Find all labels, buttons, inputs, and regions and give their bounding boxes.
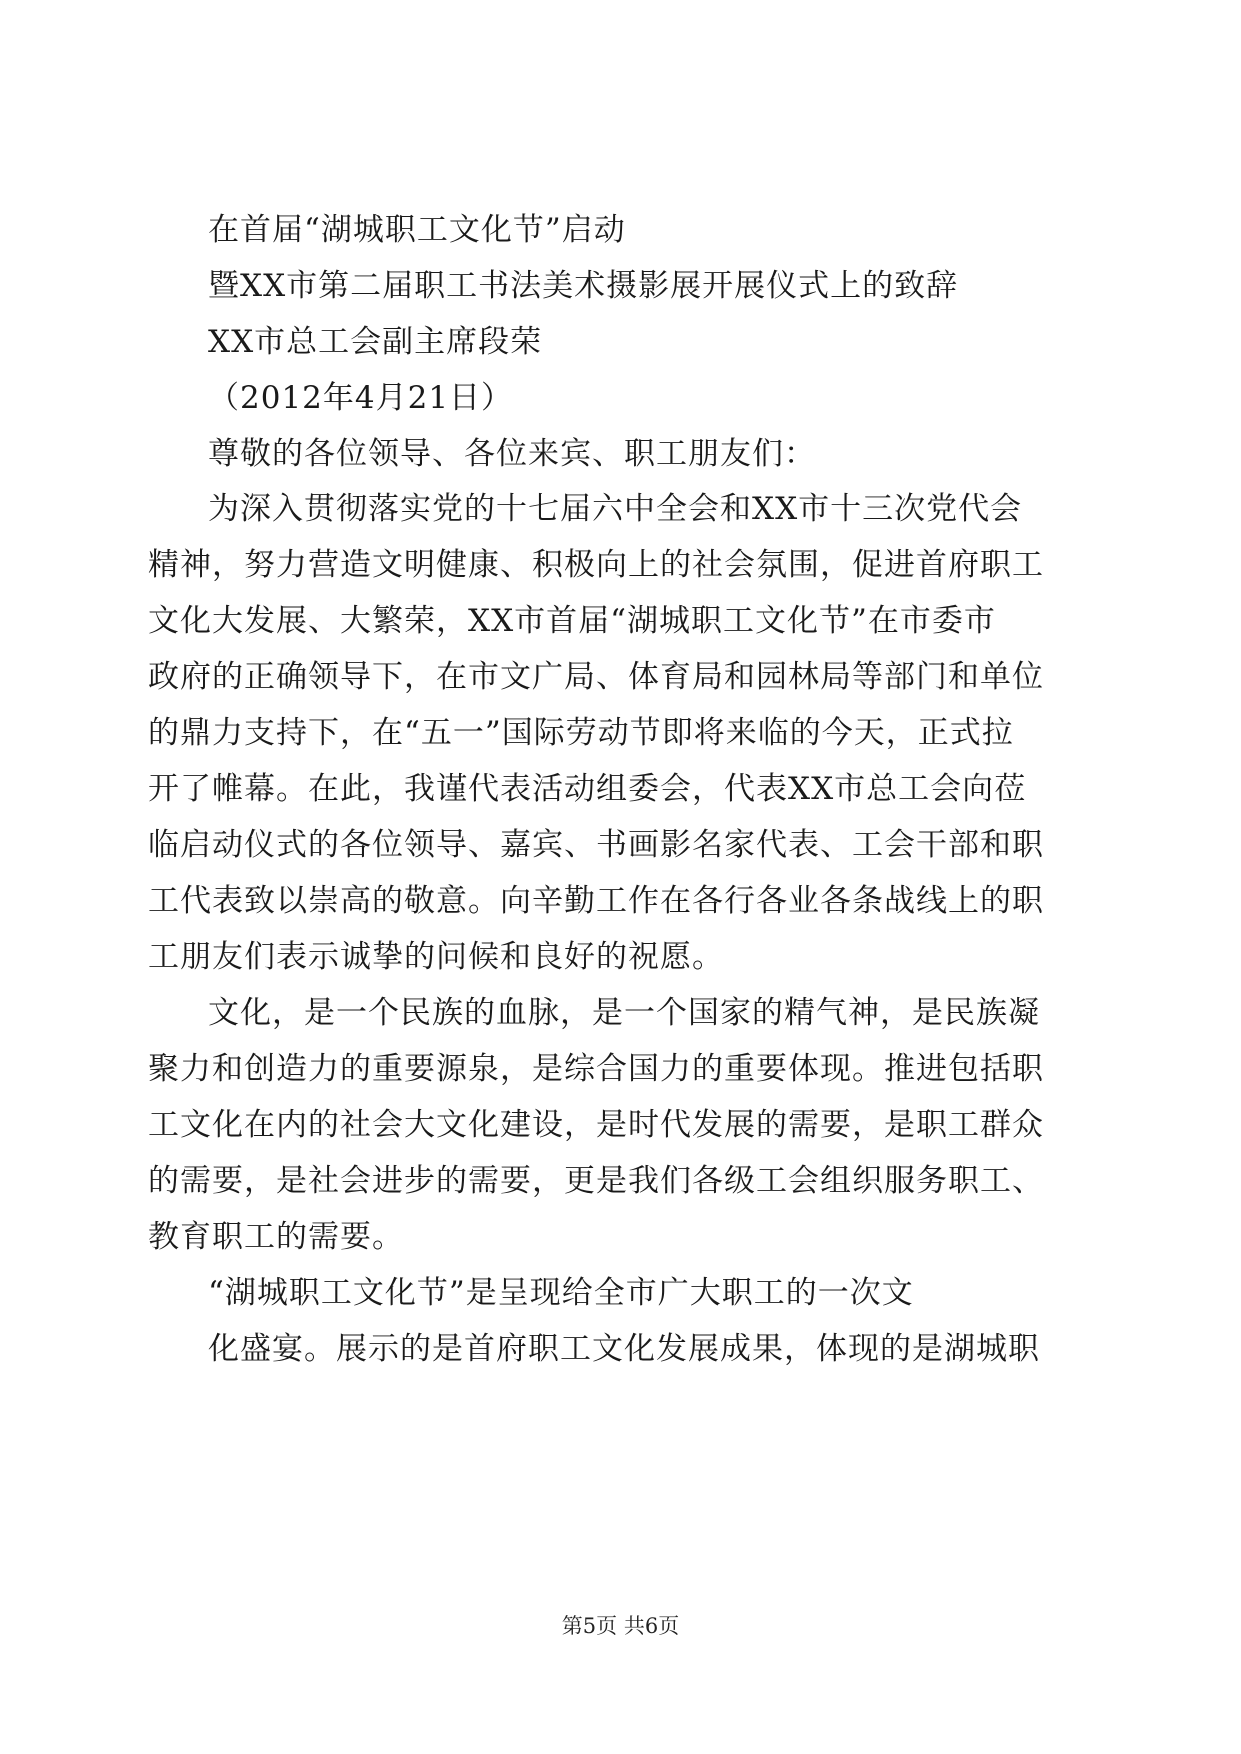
title-line-2: 暨XX市第二届职工书法美术摄影展开展仪式上的致辞 [208, 268, 959, 304]
page-number-footer: 第5页 共6页 [561, 1614, 680, 1638]
paragraph-1-line-9: 工朋友们表示诚挚的问候和良好的祝愿。 [148, 939, 724, 975]
paragraph-1-line-6: 开了帷幕。在此，我谨代表活动组委会，代表XX市总工会向莅 [148, 771, 1027, 807]
speaker-line: XX市总工会副主席段荣 [208, 324, 543, 360]
paragraph-1-line-2: 精神，努力营造文明健康、积极向上的社会氛围，促进首府职工 [148, 547, 1044, 583]
date-line: （2012年4月21日） [208, 380, 514, 416]
paragraph-2-line-4: 的需要，是社会进步的需要，更是我们各级工会组织服务职工、 [148, 1163, 1044, 1199]
paragraph-1-line-3: 文化大发展、大繁荣，XX市首届“湖城职工文化节”在市委市 [148, 603, 996, 639]
paragraph-2-line-1: 文化，是一个民族的血脉，是一个国家的精气神，是民族凝 [208, 995, 1040, 1031]
paragraph-1-line-1: 为深入贯彻落实党的十七届六中全会和XX市十三次党代会 [208, 491, 1023, 527]
paragraph-2-line-5: 教育职工的需要。 [148, 1219, 404, 1255]
paragraph-3-line-1: “湖城职工文化节”是呈现给全市广大职工的一次文 [208, 1275, 914, 1311]
paragraph-1-line-5: 的鼎力支持下，在“五一”国际劳动节即将来临的今天，正式拉 [148, 715, 1014, 751]
paragraph-3-line-2: 化盛宴。展示的是首府职工文化发展成果，体现的是湖城职 [208, 1331, 1040, 1367]
title-line-1: 在首届“湖城职工文化节”启动 [208, 212, 626, 248]
salutation-line: 尊敬的各位领导、各位来宾、职工朋友们： [208, 436, 816, 472]
paragraph-1-line-8: 工代表致以崇高的敬意。向辛勤工作在各行各业各条战线上的职 [148, 883, 1044, 919]
paragraph-1-line-7: 临启动仪式的各位领导、嘉宾、书画影名家代表、工会干部和职 [148, 827, 1044, 863]
paragraph-2-line-2: 聚力和创造力的重要源泉，是综合国力的重要体现。推进包括职 [148, 1051, 1044, 1087]
paragraph-2-line-3: 工文化在内的社会大文化建设，是时代发展的需要，是职工群众 [148, 1107, 1044, 1143]
paragraph-1-line-4: 政府的正确领导下，在市文广局、体育局和园林局等部门和单位 [148, 659, 1044, 695]
